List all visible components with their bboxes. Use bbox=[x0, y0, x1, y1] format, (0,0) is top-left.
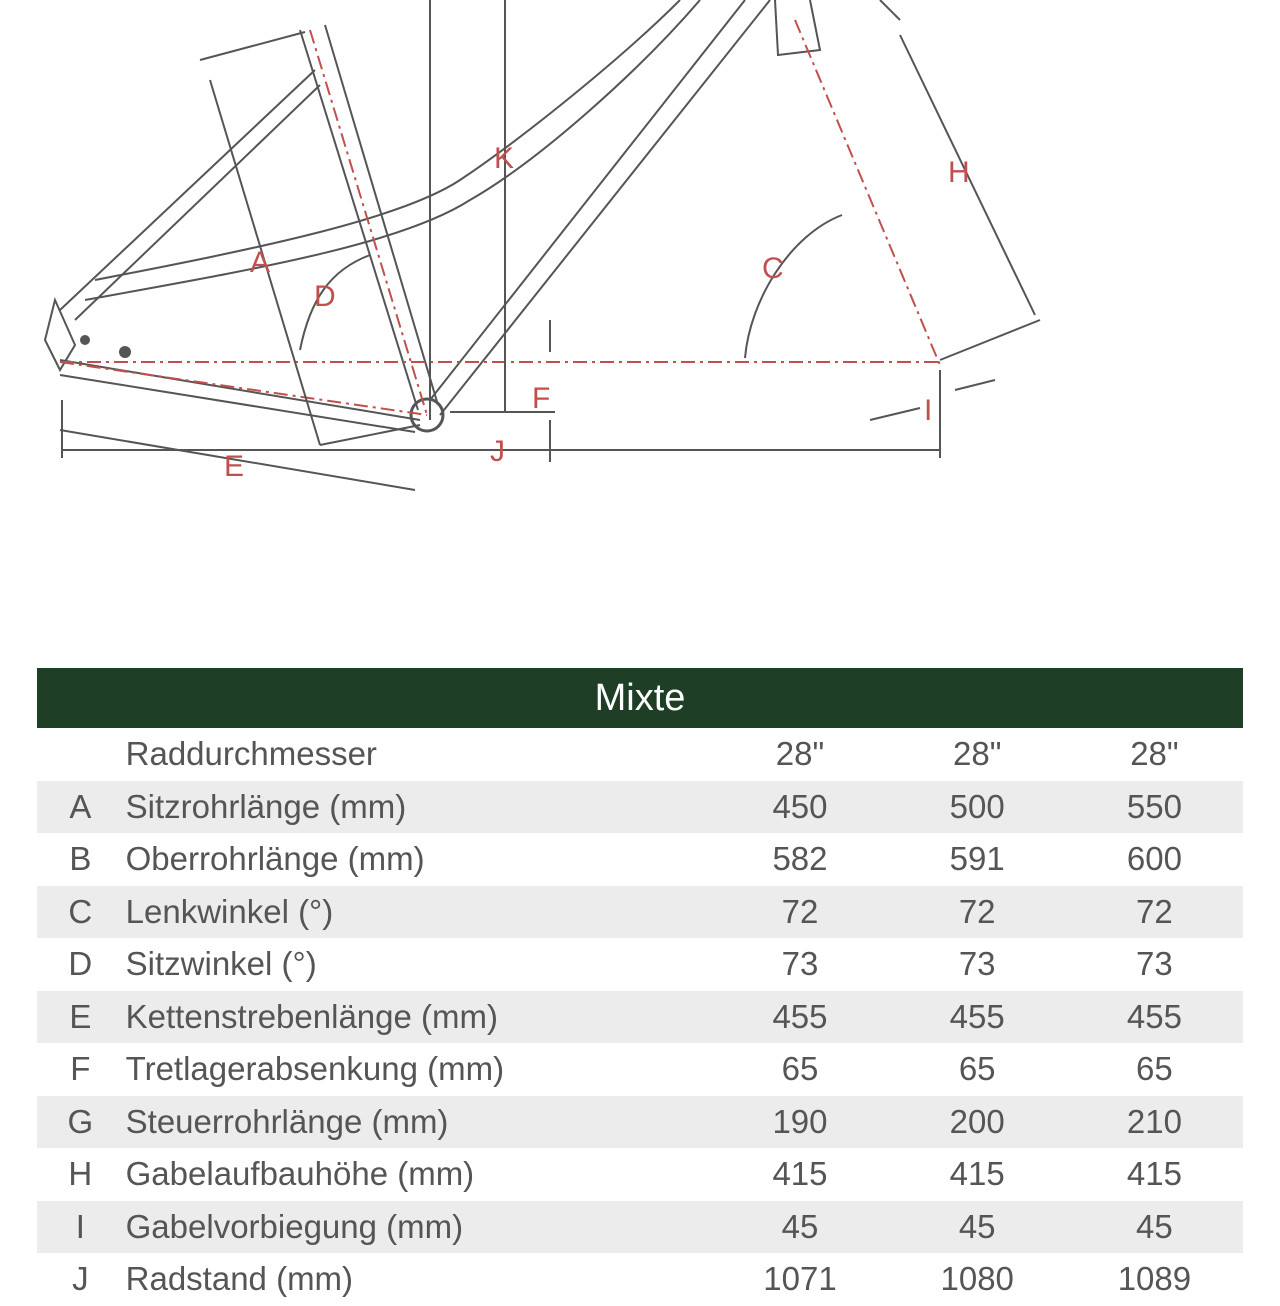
row-letter: B bbox=[69, 840, 92, 878]
dim-label-i: I bbox=[924, 394, 933, 427]
dim-label-d: D bbox=[314, 280, 336, 313]
row-letter: I bbox=[75, 1207, 85, 1245]
table-row bbox=[37, 728, 1243, 781]
row-value: 1071 bbox=[763, 1260, 837, 1298]
row-letter: G bbox=[67, 1102, 94, 1140]
row-label: Radstand (mm) bbox=[125, 1260, 354, 1298]
dim-label-f: F bbox=[532, 382, 551, 415]
row-value: 45 bbox=[781, 1207, 819, 1245]
row-value: 1089 bbox=[1117, 1260, 1192, 1298]
row-value: 500 bbox=[949, 787, 1005, 825]
row-letter: D bbox=[68, 945, 93, 983]
row-value: 415 bbox=[772, 1155, 828, 1193]
row-value: 73 bbox=[958, 945, 996, 983]
row-letter: E bbox=[69, 997, 92, 1035]
row-label: Gabelaufbauhöhe (mm) bbox=[125, 1155, 475, 1193]
dim-label-j: J bbox=[490, 435, 505, 468]
row-value: 28" bbox=[1130, 735, 1179, 773]
row-label: Steuerrohrlänge (mm) bbox=[125, 1102, 449, 1140]
row-value: 65 bbox=[958, 1050, 996, 1088]
table-row bbox=[37, 991, 1243, 1044]
row-value: 45 bbox=[958, 1207, 996, 1245]
table-row bbox=[37, 886, 1243, 939]
row-letter: H bbox=[68, 1155, 93, 1193]
table-row bbox=[37, 1096, 1243, 1149]
table-row bbox=[37, 1253, 1243, 1306]
row-label: Gabelvorbiegung (mm) bbox=[125, 1207, 464, 1245]
frame-tubes bbox=[45, 0, 900, 432]
dim-label-h: H bbox=[948, 156, 970, 189]
row-value: 582 bbox=[772, 840, 828, 878]
row-value: 190 bbox=[772, 1102, 828, 1140]
row-value: 455 bbox=[949, 997, 1005, 1035]
row-letter: F bbox=[70, 1050, 91, 1088]
table-row bbox=[37, 938, 1243, 991]
row-value: 415 bbox=[1126, 1155, 1182, 1193]
table-row bbox=[37, 1201, 1243, 1254]
row-label: Kettenstrebenlänge (mm) bbox=[125, 997, 498, 1035]
table-row bbox=[37, 1043, 1243, 1096]
table-row bbox=[37, 833, 1243, 886]
row-value: 72 bbox=[1136, 892, 1173, 930]
row-value: 455 bbox=[772, 997, 828, 1035]
row-value: 45 bbox=[1136, 1207, 1173, 1245]
dim-label-a: A bbox=[250, 246, 271, 279]
table-title: Mixte bbox=[37, 668, 1243, 728]
row-value: 550 bbox=[1126, 787, 1182, 825]
row-letter: J bbox=[72, 1260, 89, 1298]
row-value: 28" bbox=[775, 735, 825, 773]
row-label: Sitzwinkel (°) bbox=[125, 945, 317, 983]
frame-geometry-diagram bbox=[0, 0, 1280, 520]
row-value: 600 bbox=[1126, 840, 1182, 878]
row-value: 1080 bbox=[940, 1260, 1014, 1298]
row-value: 72 bbox=[958, 892, 996, 930]
row-letter: A bbox=[69, 787, 92, 825]
row-value: 200 bbox=[949, 1102, 1005, 1140]
geometry-table bbox=[37, 668, 1243, 1306]
row-label: Tretlagerabsenkung (mm) bbox=[125, 1050, 505, 1088]
row-label: Lenkwinkel (°) bbox=[125, 892, 334, 930]
row-value: 65 bbox=[781, 1050, 819, 1088]
table-body bbox=[37, 728, 1243, 1306]
row-value: 73 bbox=[781, 945, 819, 983]
table-row bbox=[37, 781, 1243, 834]
row-value: 65 bbox=[1136, 1050, 1173, 1088]
row-label: Sitzrohrlänge (mm) bbox=[125, 787, 407, 825]
row-value: 72 bbox=[781, 892, 819, 930]
dim-label-e: E bbox=[224, 450, 245, 483]
row-value: 415 bbox=[949, 1155, 1005, 1193]
row-label: Raddurchmesser bbox=[125, 735, 377, 773]
row-value: 28" bbox=[952, 735, 1002, 773]
row-label: Oberrohrlänge (mm) bbox=[125, 840, 425, 878]
row-value: 455 bbox=[1126, 997, 1182, 1035]
row-value: 591 bbox=[949, 840, 1005, 878]
row-value: 210 bbox=[1126, 1102, 1182, 1140]
dimension-lines bbox=[60, 0, 1040, 490]
dim-label-k: K bbox=[494, 142, 515, 175]
row-letter: C bbox=[68, 892, 93, 930]
row-value: 450 bbox=[772, 787, 828, 825]
dim-label-c: C bbox=[762, 252, 784, 285]
row-value: 73 bbox=[1136, 945, 1173, 983]
table-row bbox=[37, 1148, 1243, 1201]
